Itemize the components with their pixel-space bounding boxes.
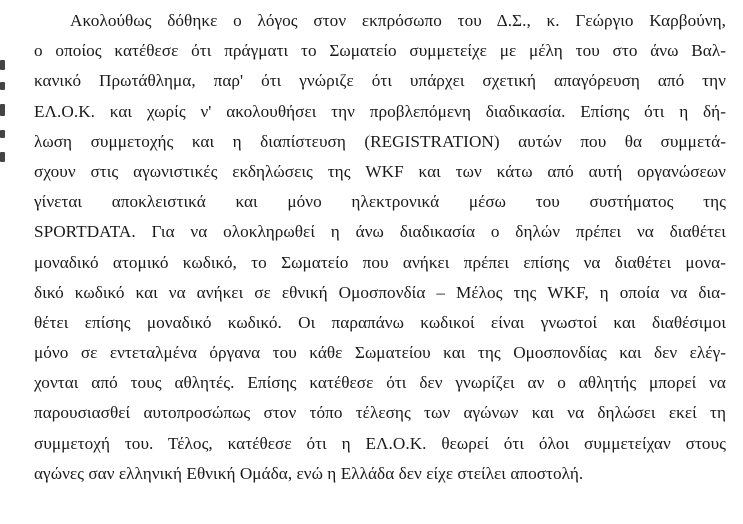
paragraph-line: μόνο σε εντεταλμένα όργανα του κάθε Σωματείου και της Ομοσπονδίας και δεν ελέγ- — [34, 343, 726, 363]
paragraph-line: Ακολούθως δόθηκε ο λόγος στον εκπρόσωπο του Δ.Σ., κ. Γεώργιο Καρβούνη, — [70, 11, 726, 30]
scan-margin-marks — [0, 60, 6, 180]
paragraph-line: αγώνες σαν ελληνική Εθνική Ομάδα, ενώ η Ελλάδα δεν είχε στείλει αποστολή. — [34, 463, 584, 483]
paragraph-line: θέτει επίσης μοναδικό κωδικό. Οι παραπάνω κωδικοί είναι γνωστοί και διαθέσιμοι — [34, 312, 726, 332]
paragraph-line: ΕΛ.Ο.Κ. και χωρίς ν' ακολουθήσει την προβλεπόμενη διαδικασία. Επίσης ότι η δή- — [34, 101, 726, 121]
paragraph-line: SPORTDATA. Για να ολοκληρωθεί η άνω διαδικασία ο δηλών πρέπει να διαθέτει — [34, 222, 726, 242]
paragraph-line: δικό κωδικό και να ανήκει σε εθνική Ομοσπονδία – Μέλος της WKF, η οποία να δια- — [34, 282, 726, 302]
paragraph-line: κανικό Πρωτάθλημα, παρ' ότι γνώριζε ότι υπάρχει σχετική απαγόρευση από την — [34, 71, 726, 91]
paragraph-line: συμμετοχή του. Τέλος, κατέθεσε ότι η ΕΛ.Ο.Κ. θεωρεί ότι όλοι συμμετείχαν στους — [34, 433, 726, 453]
paragraph-line: σχουν στις αγωνιστικές εκδηλώσεις της WKF και των κάτω από αυτή οργανώσεων — [34, 161, 726, 181]
paragraph-line: λωση συμμετοχής και η διαπίστευση (REGISTRATION) αυτών που θα συμμετά- — [34, 131, 726, 151]
paragraph-line: ο οποίος κατέθεσε ότι πράγματι το Σωματείο συμμετείχε με μέλη του στο άνω Βαλ- — [34, 41, 726, 61]
paragraph-line: χονται από τους αθλητές. Επίσης κατέθεσε ότι δεν γνωρίζει αν ο αθλητής μπορεί να — [34, 373, 726, 393]
paragraph-line: παρουσιασθεί αυτοπροσώπως στον τόπο τέλεσης των αγώνων και να δηλώσει εκεί τη — [34, 403, 726, 423]
paragraph-line: γίνεται αποκλειστικά και μόνο ηλεκτρονικά μέσω του συστήματος της — [34, 192, 726, 212]
body-paragraph — [34, 6, 726, 489]
paragraph-line: μοναδικό ατομικό κωδικό, το Σωματείο που ανήκει πρέπει επίσης να διαθέτει μονα- — [34, 252, 726, 272]
